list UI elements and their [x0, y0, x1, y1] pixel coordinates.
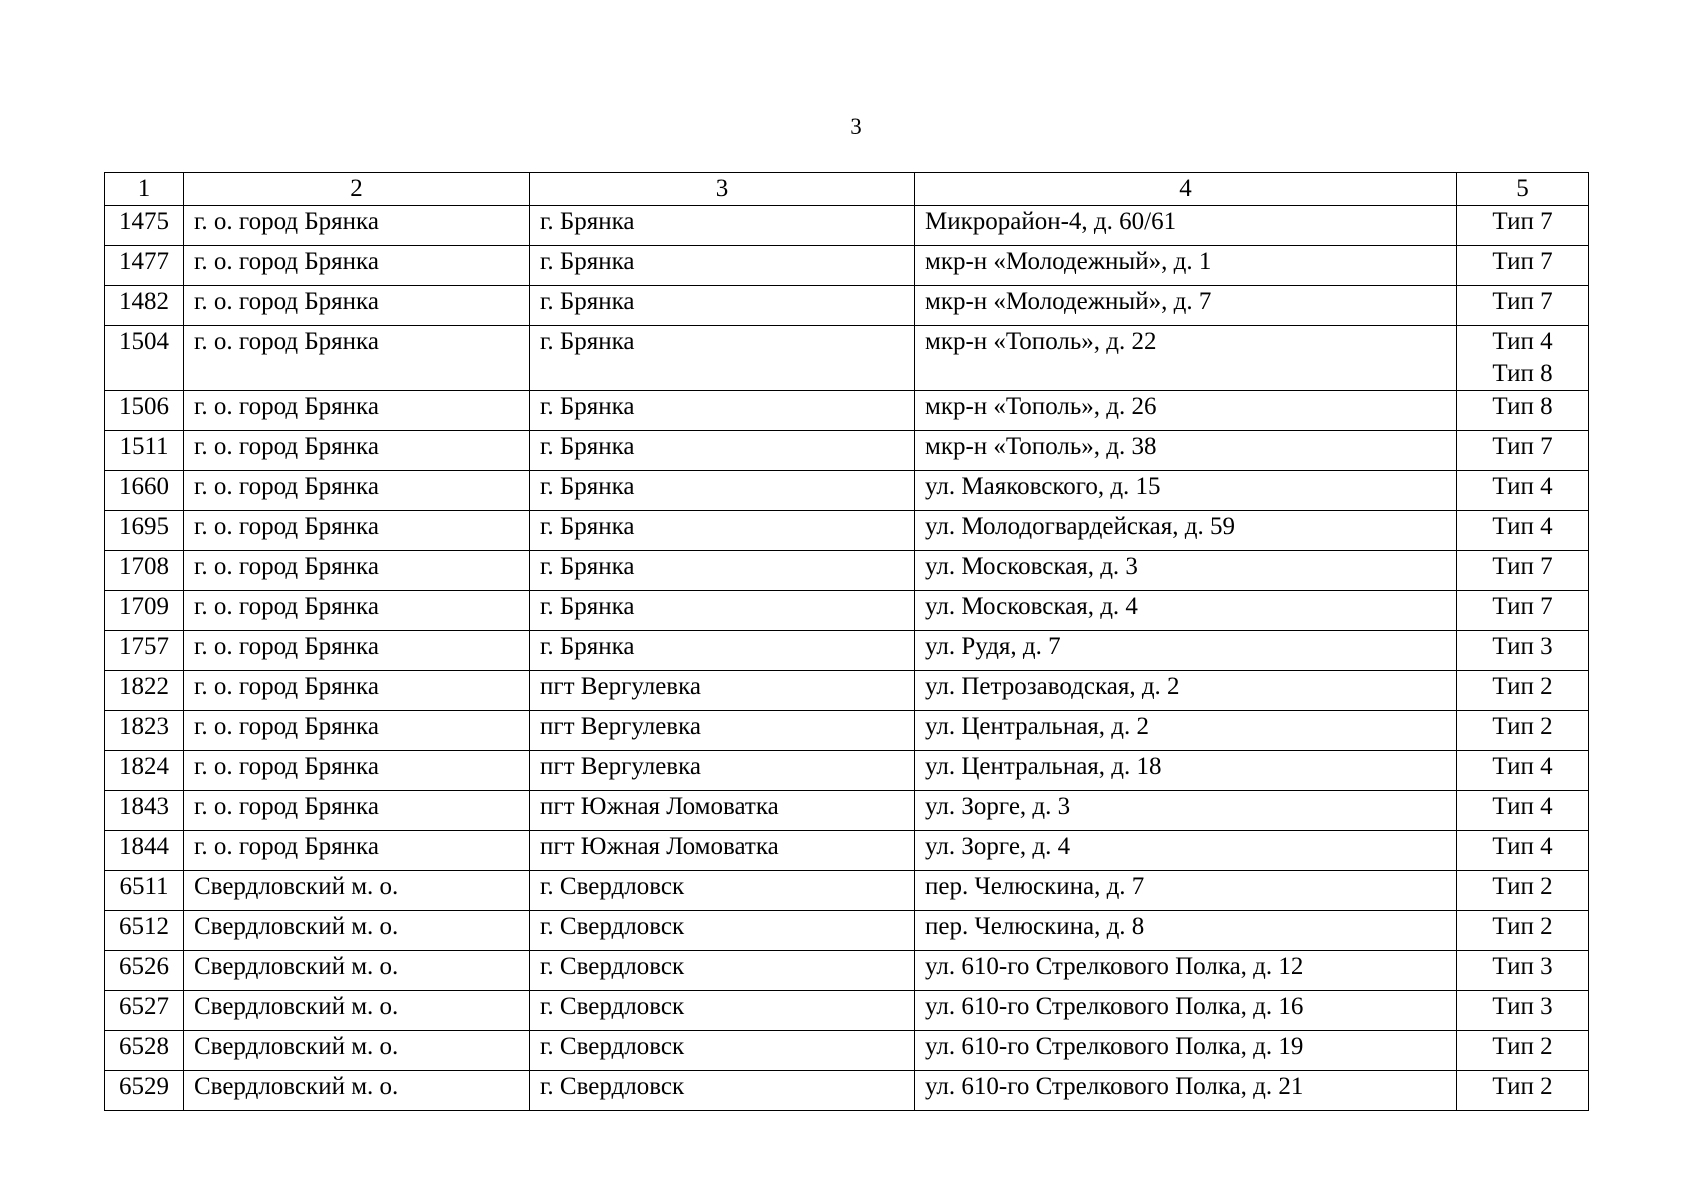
address-cell: Микрорайон-4, д. 60/61	[915, 206, 1457, 246]
type-cell: Тип 7	[1457, 431, 1589, 471]
row-number-cell: 6527	[105, 991, 184, 1031]
type-cell: Тип 4	[1457, 831, 1589, 871]
type-cell: Тип 4 Тип 8	[1457, 326, 1589, 391]
column-header: 1	[105, 173, 184, 206]
row-number-cell: 1506	[105, 391, 184, 431]
settlement-cell: пгт Вергулевка	[530, 751, 915, 791]
municipality-cell: г. о. город Брянка	[184, 391, 530, 431]
table-row	[105, 671, 1589, 711]
row-number-cell: 1843	[105, 791, 184, 831]
table-row	[105, 791, 1589, 831]
type-cell: Тип 7	[1457, 591, 1589, 631]
address-table	[104, 172, 1589, 1111]
settlement-cell: г. Брянка	[530, 286, 915, 326]
column-header: 2	[184, 173, 530, 206]
settlement-cell: г. Брянка	[530, 551, 915, 591]
municipality-cell: г. о. город Брянка	[184, 591, 530, 631]
row-number-cell: 1824	[105, 751, 184, 791]
table-row	[105, 951, 1589, 991]
type-cell: Тип 4	[1457, 791, 1589, 831]
municipality-cell: г. о. город Брянка	[184, 471, 530, 511]
municipality-cell: г. о. город Брянка	[184, 631, 530, 671]
settlement-cell: пгт Вергулевка	[530, 671, 915, 711]
municipality-cell: Свердловский м. о.	[184, 1031, 530, 1071]
municipality-cell: Свердловский м. о.	[184, 911, 530, 951]
row-number-cell: 6526	[105, 951, 184, 991]
row-number-cell: 1695	[105, 511, 184, 551]
row-number-cell: 1822	[105, 671, 184, 711]
municipality-cell: г. о. город Брянка	[184, 206, 530, 246]
municipality-cell: г. о. город Брянка	[184, 511, 530, 551]
municipality-cell: г. о. город Брянка	[184, 831, 530, 871]
table-row	[105, 471, 1589, 511]
table-row	[105, 591, 1589, 631]
settlement-cell: г. Брянка	[530, 591, 915, 631]
municipality-cell: г. о. город Брянка	[184, 791, 530, 831]
table-row	[105, 1031, 1589, 1071]
column-header: 4	[915, 173, 1457, 206]
type-cell: Тип 7	[1457, 551, 1589, 591]
table-row	[105, 871, 1589, 911]
row-number-cell: 1844	[105, 831, 184, 871]
type-cell: Тип 4	[1457, 511, 1589, 551]
type-cell: Тип 7	[1457, 206, 1589, 246]
type-cell: Тип 4	[1457, 471, 1589, 511]
municipality-cell: Свердловский м. о.	[184, 951, 530, 991]
type-cell: Тип 2	[1457, 911, 1589, 951]
table-row	[105, 631, 1589, 671]
table-row	[105, 511, 1589, 551]
row-number-cell: 1482	[105, 286, 184, 326]
address-cell: ул. Зорге, д. 3	[915, 791, 1457, 831]
row-number-cell: 1757	[105, 631, 184, 671]
row-number-cell: 1477	[105, 246, 184, 286]
table-row	[105, 246, 1589, 286]
municipality-cell: г. о. город Брянка	[184, 751, 530, 791]
table-header-row	[105, 173, 1589, 206]
settlement-cell: г. Свердловск	[530, 871, 915, 911]
type-cell: Тип 4	[1457, 751, 1589, 791]
settlement-cell: г. Брянка	[530, 326, 915, 391]
address-cell: мкр-н «Молодежный», д. 7	[915, 286, 1457, 326]
type-cell: Тип 2	[1457, 1031, 1589, 1071]
settlement-cell: г. Брянка	[530, 206, 915, 246]
settlement-cell: г. Брянка	[530, 511, 915, 551]
row-number-cell: 1660	[105, 471, 184, 511]
type-cell: Тип 3	[1457, 991, 1589, 1031]
row-number-cell: 6529	[105, 1071, 184, 1111]
row-number-cell: 1708	[105, 551, 184, 591]
table-row	[105, 991, 1589, 1031]
settlement-cell: г. Свердловск	[530, 991, 915, 1031]
address-cell: мкр-н «Молодежный», д. 1	[915, 246, 1457, 286]
address-cell: ул. Петрозаводская, д. 2	[915, 671, 1457, 711]
row-number-cell: 1709	[105, 591, 184, 631]
page-number: 3	[850, 114, 862, 139]
address-cell: ул. Маяковского, д. 15	[915, 471, 1457, 511]
address-cell: мкр-н «Тополь», д. 38	[915, 431, 1457, 471]
row-number-cell: 6528	[105, 1031, 184, 1071]
table-row	[105, 911, 1589, 951]
address-cell: ул. Зорге, д. 4	[915, 831, 1457, 871]
row-number-cell: 1504	[105, 326, 184, 391]
settlement-cell: г. Свердловск	[530, 911, 915, 951]
address-cell: ул. 610-го Стрелкового Полка, д. 16	[915, 991, 1457, 1031]
address-cell: ул. 610-го Стрелкового Полка, д. 21	[915, 1071, 1457, 1111]
type-cell: Тип 3	[1457, 951, 1589, 991]
column-header: 3	[530, 173, 915, 206]
table-row	[105, 1071, 1589, 1111]
type-cell: Тип 7	[1457, 246, 1589, 286]
settlement-cell: пгт Вергулевка	[530, 711, 915, 751]
settlement-cell: г. Свердловск	[530, 951, 915, 991]
type-cell: Тип 2	[1457, 871, 1589, 911]
address-cell: ул. Молодогвардейская, д. 59	[915, 511, 1457, 551]
address-cell: ул. 610-го Стрелкового Полка, д. 12	[915, 951, 1457, 991]
address-cell: мкр-н «Тополь», д. 26	[915, 391, 1457, 431]
type-cell: Тип 2	[1457, 671, 1589, 711]
address-cell: мкр-н «Тополь», д. 22	[915, 326, 1457, 391]
municipality-cell: Свердловский м. о.	[184, 991, 530, 1031]
municipality-cell: г. о. город Брянка	[184, 286, 530, 326]
address-cell: пер. Челюскина, д. 7	[915, 871, 1457, 911]
address-cell: ул. Центральная, д. 18	[915, 751, 1457, 791]
table-row	[105, 751, 1589, 791]
address-cell: ул. Центральная, д. 2	[915, 711, 1457, 751]
settlement-cell: г. Брянка	[530, 631, 915, 671]
table-row	[105, 326, 1589, 391]
municipality-cell: г. о. город Брянка	[184, 246, 530, 286]
municipality-cell: Свердловский м. о.	[184, 871, 530, 911]
address-cell: ул. Московская, д. 4	[915, 591, 1457, 631]
municipality-cell: г. о. город Брянка	[184, 326, 530, 391]
municipality-cell: г. о. город Брянка	[184, 551, 530, 591]
settlement-cell: г. Брянка	[530, 471, 915, 511]
type-cell: Тип 8	[1457, 391, 1589, 431]
table-body	[105, 173, 1589, 1111]
row-number-cell: 1823	[105, 711, 184, 751]
address-cell: ул. Рудя, д. 7	[915, 631, 1457, 671]
table-row	[105, 551, 1589, 591]
settlement-cell: г. Свердловск	[530, 1071, 915, 1111]
settlement-cell: г. Брянка	[530, 391, 915, 431]
row-number-cell: 1511	[105, 431, 184, 471]
municipality-cell: г. о. город Брянка	[184, 431, 530, 471]
address-cell: ул. 610-го Стрелкового Полка, д. 19	[915, 1031, 1457, 1071]
row-number-cell: 1475	[105, 206, 184, 246]
settlement-cell: г. Свердловск	[530, 1031, 915, 1071]
type-cell: Тип 3	[1457, 631, 1589, 671]
column-header: 5	[1457, 173, 1589, 206]
table-row	[105, 286, 1589, 326]
table-row	[105, 391, 1589, 431]
table-row	[105, 711, 1589, 751]
type-cell: Тип 2	[1457, 711, 1589, 751]
address-cell: пер. Челюскина, д. 8	[915, 911, 1457, 951]
settlement-cell: г. Брянка	[530, 431, 915, 471]
row-number-cell: 6512	[105, 911, 184, 951]
table-row	[105, 431, 1589, 471]
table-row	[105, 206, 1589, 246]
municipality-cell: г. о. город Брянка	[184, 671, 530, 711]
type-cell: Тип 2	[1457, 1071, 1589, 1111]
municipality-cell: г. о. город Брянка	[184, 711, 530, 751]
address-cell: ул. Московская, д. 3	[915, 551, 1457, 591]
settlement-cell: пгт Южная Ломоватка	[530, 791, 915, 831]
row-number-cell: 6511	[105, 871, 184, 911]
municipality-cell: Свердловский м. о.	[184, 1071, 530, 1111]
settlement-cell: г. Брянка	[530, 246, 915, 286]
table-row	[105, 831, 1589, 871]
type-cell: Тип 7	[1457, 286, 1589, 326]
settlement-cell: пгт Южная Ломоватка	[530, 831, 915, 871]
